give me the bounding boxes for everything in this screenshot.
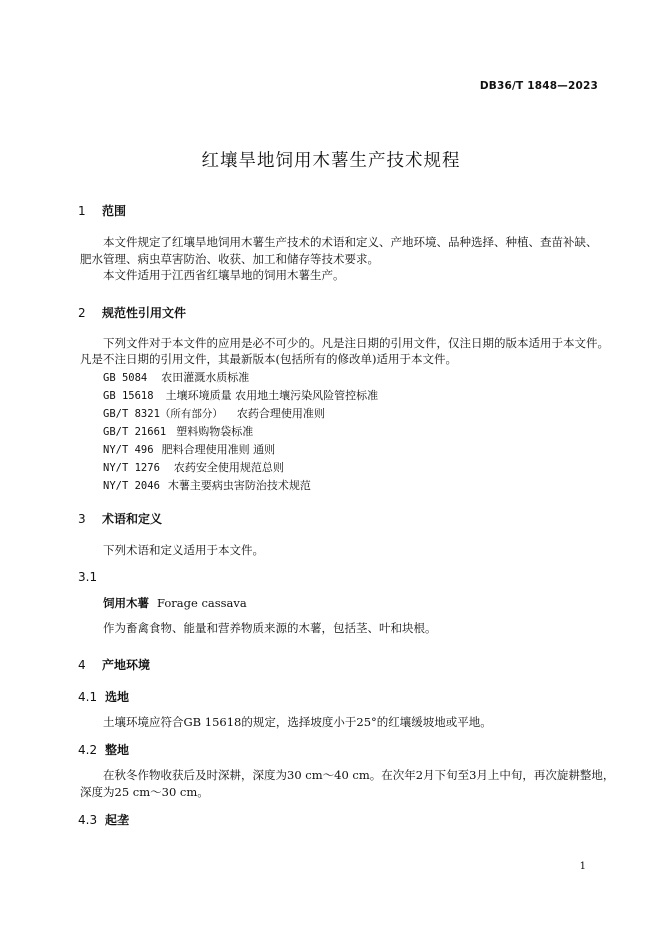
- reference-code: GB/T 21661: [103, 426, 167, 438]
- reference-name: 农药安全使用规范总则: [173, 461, 284, 474]
- reference-code: NY/T 1276: [103, 462, 160, 474]
- subsection-3-1-number: 3.1: [78, 570, 98, 584]
- section-3-intro: 下列术语和定义适用于本文件。: [103, 543, 264, 557]
- reference-name: 木薯主要病虫害防治技术规范: [167, 479, 311, 492]
- reference-item: [103, 423, 253, 439]
- page-number: 1: [579, 861, 586, 872]
- section-number: 3: [78, 512, 86, 526]
- subsection-title: 整地: [105, 743, 130, 757]
- reference-item: [103, 477, 311, 493]
- section-1-paragraph-line: 本文件规定了红壤旱地饲用木薯生产技术的术语和定义、产地环境、品种选择、种植、查苗补缺、: [103, 235, 598, 249]
- page-title: 红壤旱地饲用木薯生产技术规程: [201, 151, 461, 171]
- reference-code: NY/T 2046: [103, 480, 160, 492]
- section-1-paragraph-line: 肥水管理、病虫草害防治、收获、加工和储存等技术要求。: [80, 252, 379, 266]
- reference-item: [103, 369, 249, 385]
- section-title: 规范性引用文件: [102, 306, 187, 320]
- term-definition: 作为畜禽食物、能量和营养物质来源的木薯，包括茎、叶和块根。: [103, 621, 437, 635]
- reference-code: GB/T 8321（所有部分）: [103, 408, 223, 420]
- subsection-number: 4.3: [78, 813, 98, 827]
- subsection-4-3-heading: [78, 811, 129, 828]
- section-2-paragraph-line: 下列文件对于本文件的应用是必不可少的。凡是注日期的引用文件，仅注日期的版本适用于本文件。: [103, 336, 609, 350]
- document-code: DB36/T 1848—2023: [479, 80, 598, 92]
- reference-code: GB 5084: [103, 372, 148, 384]
- section-number: 2: [78, 306, 86, 320]
- reference-name: 土壤环境质量 农用地土壤污染风险管控标准: [165, 389, 379, 402]
- reference-name: 肥料合理使用准则 通则: [161, 443, 276, 456]
- section-4-heading: [78, 656, 150, 673]
- section-title: 术语和定义: [102, 512, 163, 526]
- subsection-4-2-text-line: 深度为25 cm～30 cm。: [80, 785, 209, 799]
- reference-name: 塑料购物袋标准: [176, 425, 254, 438]
- section-title: 产地环境: [102, 658, 151, 672]
- subsection-number: 4.2: [78, 743, 98, 757]
- term-entry: [103, 595, 247, 611]
- subsection-title: 起垄: [105, 813, 130, 827]
- reference-item: [103, 459, 284, 475]
- reference-item: [103, 387, 378, 403]
- section-2-heading: [78, 304, 186, 321]
- term-english: Forage cassava: [157, 596, 247, 610]
- subsection-4-2-text-line: 在秋冬作物收获后及时深耕，深度为30 cm～40 cm。在次年2月下旬至3月上中旬，再次旋耕整地，: [103, 768, 615, 782]
- section-number: 4: [78, 658, 86, 672]
- reference-name: 农药合理使用准则: [236, 407, 325, 420]
- reference-code: NY/T 496: [103, 444, 154, 456]
- reference-item: [103, 441, 275, 457]
- section-1-applicability: 本文件适用于江西省红壤旱地的饲用木薯生产。: [103, 268, 345, 282]
- term-chinese: 饲用木薯: [103, 596, 149, 610]
- reference-code: GB 15618: [103, 390, 154, 402]
- subsection-title: 选地: [105, 690, 130, 704]
- reference-name: 农田灌溉水质标准: [161, 371, 250, 384]
- section-3-heading: [78, 510, 162, 527]
- section-2-paragraph-line: 凡是不注日期的引用文件，其最新版本(包括所有的修改单)适用于本文件。: [80, 352, 457, 366]
- section-title: 范围: [102, 204, 127, 218]
- reference-item: [103, 405, 325, 421]
- subsection-4-2-heading: [78, 741, 129, 758]
- section-number: 1: [78, 204, 86, 218]
- section-1-heading: [78, 202, 126, 219]
- subsection-number: 4.1: [78, 690, 98, 704]
- subsection-4-1-text: 土壤环境应符合GB 15618的规定，选择坡度小于25°的红壤缓坡地或平地。: [103, 715, 492, 729]
- subsection-4-1-heading: [78, 688, 129, 705]
